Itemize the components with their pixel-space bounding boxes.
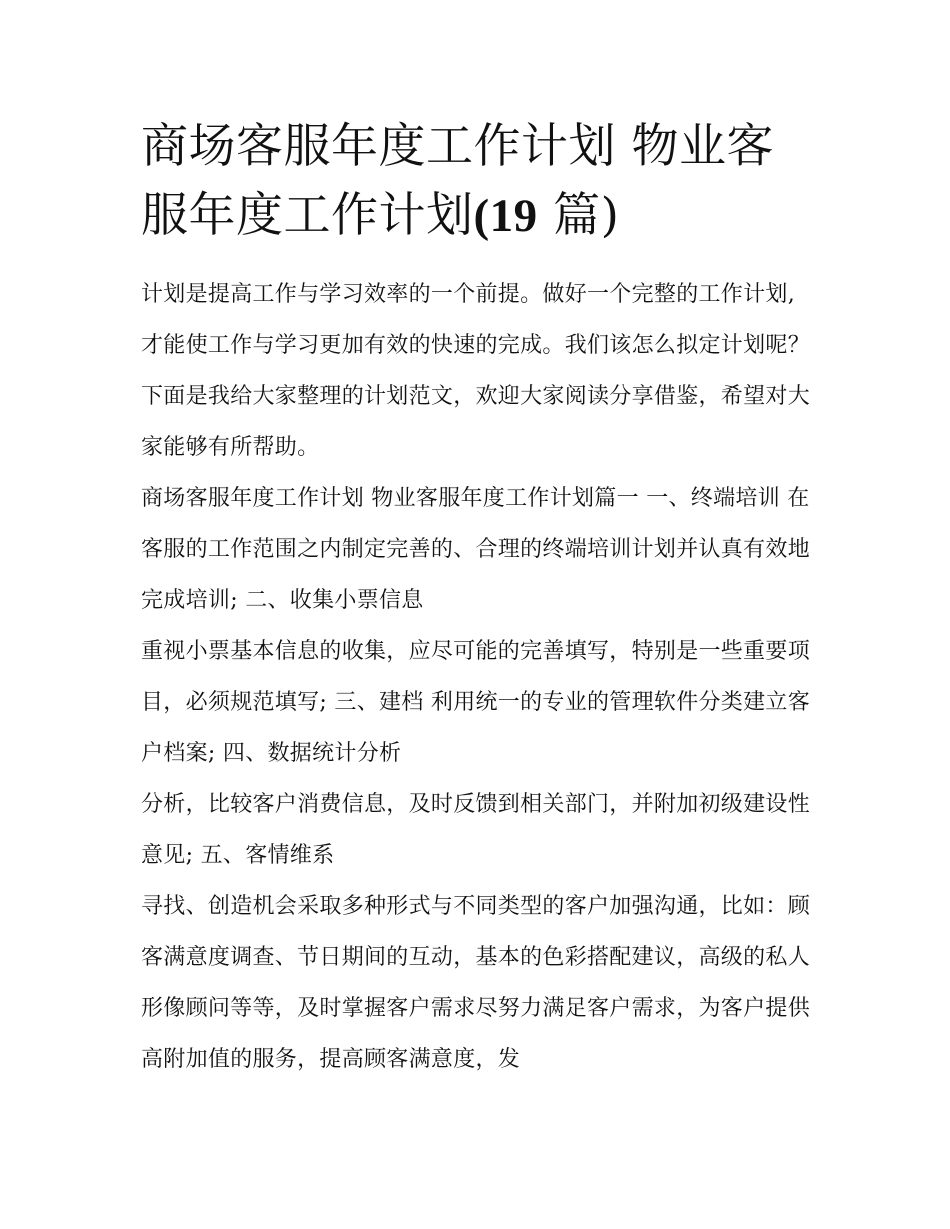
title-suffix: 篇) (537, 188, 620, 243)
paragraph-section-4: 寻找、创造机会采取多种形式与不同类型的客户加强沟通，比如：顾客满意度调查、节日期间的互动，基本的色彩搭配建议，高级的私人形像顾问等等，及时掌握客户需求尽努力满足客户需求，为客户提供高附加值的服务，提高顾客满意度，发 (141, 894, 811, 1072)
paragraph-section-2: 重视小票基本信息的收集，应尽可能的完善填写，特别是一些重要项目，必须规范填写; 三、建档 利用统一的专业的管理软件分类建立客户档案; 四、数据统计分析 (141, 639, 811, 766)
title-text: 商场客服年度工作计划 物业客服年度工作计划 (141, 119, 774, 243)
paragraph-section-3: 分析，比较客户消费信息，及时反馈到相关部门，并附加初级建设性意见; 五、客情维系 (141, 792, 811, 868)
document-title (141, 112, 813, 251)
title-count: (19 (473, 190, 538, 242)
document-content (141, 112, 813, 1085)
paragraph-intro: 计划是提高工作与学习效率的一个前提。做好一个完整的工作计划,才能使工作与学习更加有效的快速的完成。我们该怎么拟定计划呢？下面是我给大家整理的计划范文，欢迎大家阅读分享借鉴，希望对大家能够有所帮助。 (141, 282, 811, 460)
paragraph-section-1: 商场客服年度工作计划 物业客服年度工作计划篇一 一、终端培训 在客服的工作范围之内制定完善的、合理的终端培训计划并认真有效地完成培训; 二、收集小票信息 (141, 486, 811, 613)
